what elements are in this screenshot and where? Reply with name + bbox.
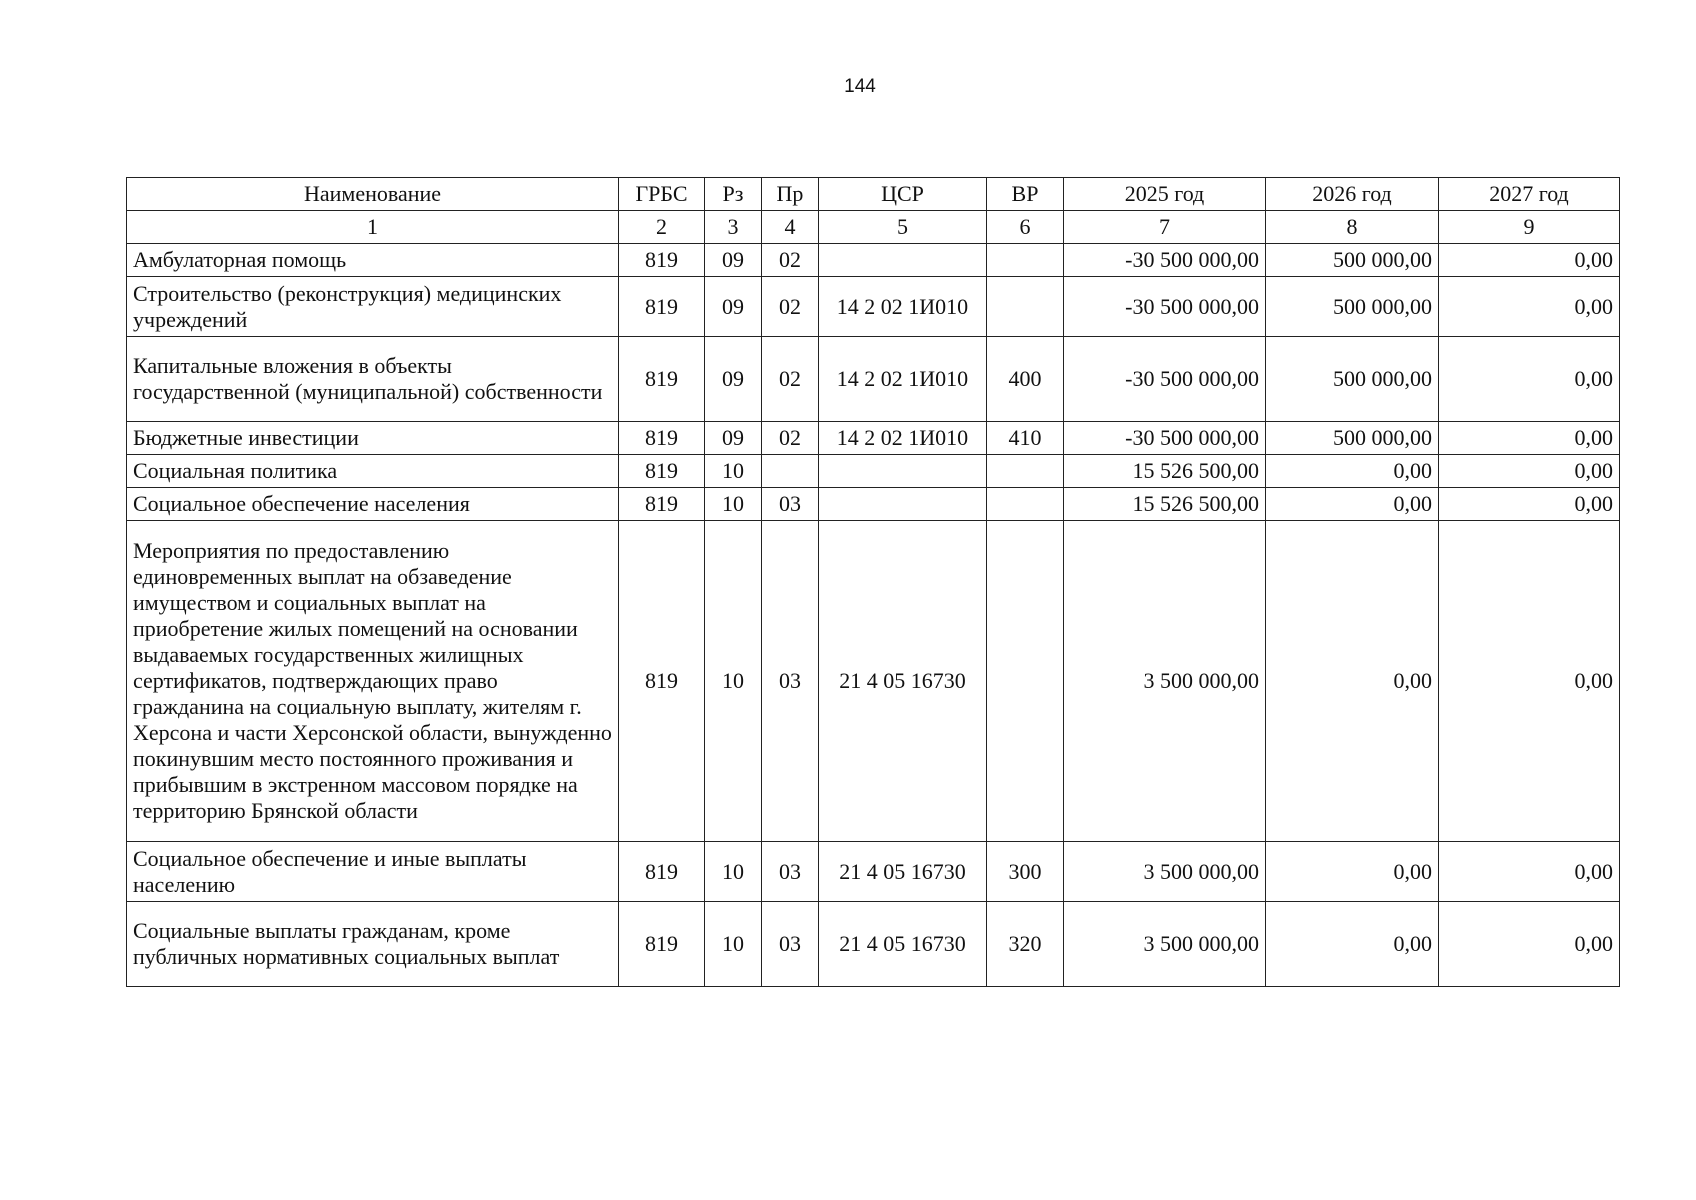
row-vr: 410 [987, 422, 1064, 455]
row-name: Социальные выплаты гражданам, кроме публичных нормативных социальных выплат [127, 902, 619, 987]
row-2025: 3 500 000,00 [1064, 521, 1266, 842]
row-vr: 300 [987, 842, 1064, 902]
column-number: 6 [987, 211, 1064, 244]
row-name: Строительство (реконструкция) медицинских учреждений [127, 277, 619, 337]
row-pr: 03 [762, 902, 819, 987]
row-2026: 0,00 [1266, 842, 1439, 902]
row-2027: 0,00 [1439, 902, 1620, 987]
row-pr: 02 [762, 337, 819, 422]
row-2026: 0,00 [1266, 521, 1439, 842]
row-csr: 21 4 05 16730 [819, 842, 987, 902]
row-pr: 02 [762, 277, 819, 337]
row-csr: 21 4 05 16730 [819, 521, 987, 842]
row-2025: 15 526 500,00 [1064, 488, 1266, 521]
row-rz: 10 [705, 521, 762, 842]
row-vr: 320 [987, 902, 1064, 987]
row-2025: 15 526 500,00 [1064, 455, 1266, 488]
row-2026: 0,00 [1266, 488, 1439, 521]
row-pr: 02 [762, 244, 819, 277]
row-pr: 03 [762, 842, 819, 902]
row-2026: 500 000,00 [1266, 337, 1439, 422]
row-vr [987, 521, 1064, 842]
table-row [127, 277, 1620, 337]
column-number: 3 [705, 211, 762, 244]
column-number-row [127, 211, 1620, 244]
row-2025: -30 500 000,00 [1064, 422, 1266, 455]
row-pr: 03 [762, 521, 819, 842]
row-rz: 09 [705, 337, 762, 422]
row-2025: 3 500 000,00 [1064, 842, 1266, 902]
row-grbs: 819 [619, 277, 705, 337]
row-pr: 02 [762, 422, 819, 455]
header-name: Наименование [127, 178, 619, 211]
row-name: Бюджетные инвестиции [127, 422, 619, 455]
table-row [127, 422, 1620, 455]
row-2027: 0,00 [1439, 521, 1620, 842]
row-csr: 14 2 02 1И010 [819, 277, 987, 337]
row-grbs: 819 [619, 902, 705, 987]
row-name: Амбулаторная помощь [127, 244, 619, 277]
row-csr [819, 488, 987, 521]
row-vr: 400 [987, 337, 1064, 422]
row-2026: 0,00 [1266, 455, 1439, 488]
row-2026: 500 000,00 [1266, 422, 1439, 455]
row-2025: -30 500 000,00 [1064, 244, 1266, 277]
row-grbs: 819 [619, 842, 705, 902]
table-row [127, 902, 1620, 987]
row-rz: 09 [705, 422, 762, 455]
row-csr: 14 2 02 1И010 [819, 337, 987, 422]
row-grbs: 819 [619, 521, 705, 842]
row-2027: 0,00 [1439, 337, 1620, 422]
row-name: Капитальные вложения в объекты государственной (муниципальной) собственности [127, 337, 619, 422]
table-row [127, 488, 1620, 521]
row-rz: 10 [705, 488, 762, 521]
row-grbs: 819 [619, 244, 705, 277]
row-2025: 3 500 000,00 [1064, 902, 1266, 987]
header-rz: Рз [705, 178, 762, 211]
header-2026: 2026 год [1266, 178, 1439, 211]
row-grbs: 819 [619, 455, 705, 488]
column-number: 9 [1439, 211, 1620, 244]
row-2027: 0,00 [1439, 422, 1620, 455]
row-pr: 03 [762, 488, 819, 521]
header-csr: ЦСР [819, 178, 987, 211]
row-2026: 0,00 [1266, 902, 1439, 987]
row-vr [987, 277, 1064, 337]
row-csr [819, 455, 987, 488]
row-2027: 0,00 [1439, 488, 1620, 521]
row-vr [987, 455, 1064, 488]
row-name: Мероприятия по предоставлению единовременных выплат на обзаведение имуществом и социальных выплат на приобретение жилых помещений на основании выдаваемых государственных жилищных сертификатов, подтверждающих право гражданина на социальную выплату, жителям г. Херсона и части Херсонской области, вынужденно покинувшим место постоянного проживания и прибывшим в экстренном массовом порядке на территорию Брянской области [127, 521, 619, 842]
header-vr: ВР [987, 178, 1064, 211]
row-2025: -30 500 000,00 [1064, 277, 1266, 337]
row-name: Социальное обеспечение и иные выплаты населению [127, 842, 619, 902]
row-rz: 09 [705, 277, 762, 337]
row-2026: 500 000,00 [1266, 244, 1439, 277]
table-row [127, 455, 1620, 488]
column-number: 5 [819, 211, 987, 244]
row-vr [987, 488, 1064, 521]
row-name: Социальная политика [127, 455, 619, 488]
row-grbs: 819 [619, 422, 705, 455]
column-number: 4 [762, 211, 819, 244]
row-2027: 0,00 [1439, 244, 1620, 277]
row-rz: 09 [705, 244, 762, 277]
table-row [127, 244, 1620, 277]
row-grbs: 819 [619, 488, 705, 521]
header-pr: Пр [762, 178, 819, 211]
row-csr: 21 4 05 16730 [819, 902, 987, 987]
header-grbs: ГРБС [619, 178, 705, 211]
row-csr [819, 244, 987, 277]
row-pr [762, 455, 819, 488]
row-vr [987, 244, 1064, 277]
table-row [127, 521, 1620, 842]
table-row [127, 842, 1620, 902]
row-name: Социальное обеспечение населения [127, 488, 619, 521]
row-2027: 0,00 [1439, 455, 1620, 488]
table-row [127, 337, 1620, 422]
row-2027: 0,00 [1439, 842, 1620, 902]
page-number: 144 [844, 76, 876, 97]
header-2025: 2025 год [1064, 178, 1266, 211]
row-rz: 10 [705, 455, 762, 488]
column-number: 1 [127, 211, 619, 244]
row-rz: 10 [705, 902, 762, 987]
header-2027: 2027 год [1439, 178, 1620, 211]
row-csr: 14 2 02 1И010 [819, 422, 987, 455]
column-number: 2 [619, 211, 705, 244]
row-rz: 10 [705, 842, 762, 902]
row-2025: -30 500 000,00 [1064, 337, 1266, 422]
column-number: 7 [1064, 211, 1266, 244]
row-grbs: 819 [619, 337, 705, 422]
row-2027: 0,00 [1439, 277, 1620, 337]
header-row [127, 178, 1620, 211]
budget-table [126, 177, 1620, 987]
column-number: 8 [1266, 211, 1439, 244]
row-2026: 500 000,00 [1266, 277, 1439, 337]
